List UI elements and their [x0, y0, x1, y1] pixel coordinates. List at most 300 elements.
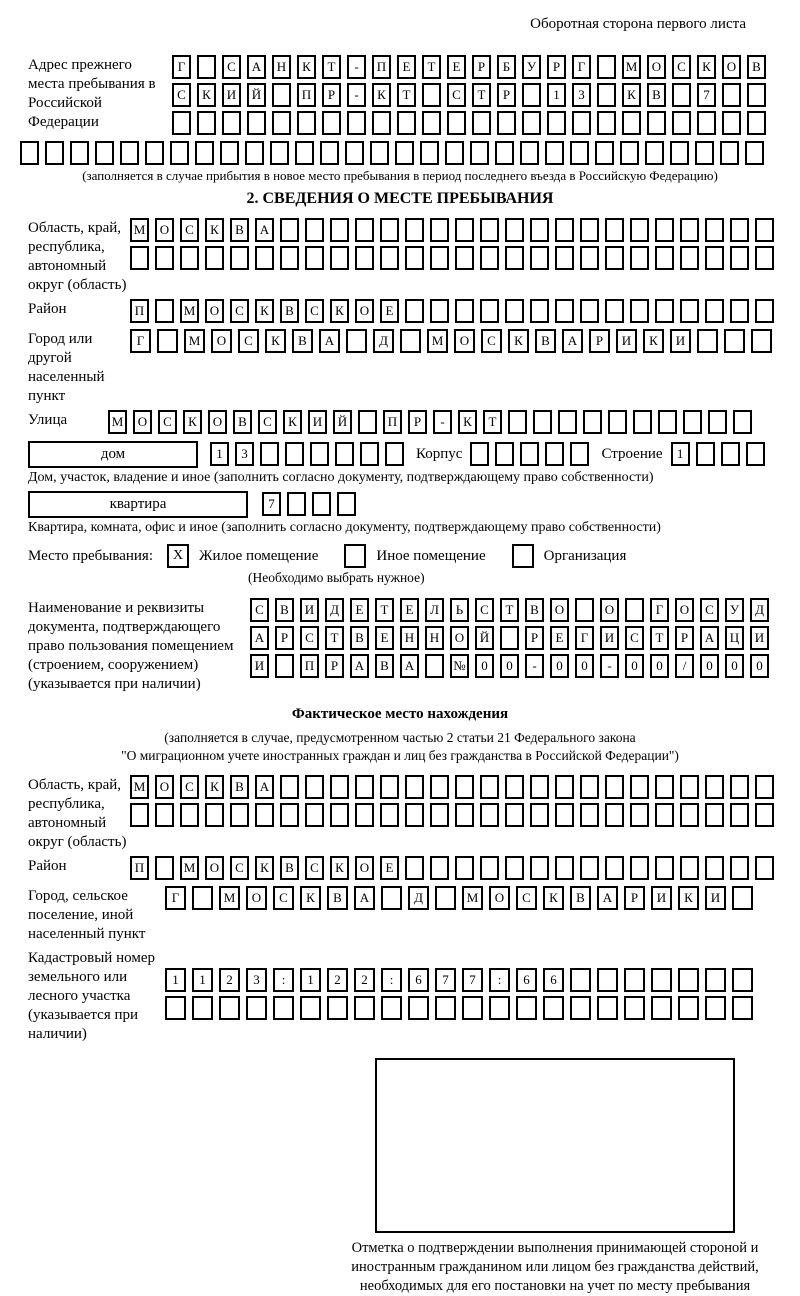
form-cell[interactable]: [730, 803, 749, 827]
form-cell[interactable]: С: [258, 410, 277, 434]
form-cell[interactable]: [555, 803, 574, 827]
form-cell[interactable]: [555, 299, 574, 323]
form-cell[interactable]: Р: [322, 83, 341, 107]
form-cell[interactable]: Г: [572, 55, 591, 79]
form-cell[interactable]: [470, 442, 489, 466]
form-cell[interactable]: [622, 111, 641, 135]
form-cell[interactable]: [310, 442, 329, 466]
form-cell[interactable]: [385, 442, 404, 466]
form-cell[interactable]: 7: [462, 968, 483, 992]
form-cell[interactable]: С: [158, 410, 177, 434]
form-cell[interactable]: -: [347, 55, 366, 79]
form-cell[interactable]: Д: [750, 598, 769, 622]
form-cell[interactable]: [572, 111, 591, 135]
form-cell[interactable]: Р: [624, 886, 645, 910]
form-cell[interactable]: [658, 410, 677, 434]
form-cell[interactable]: [747, 83, 766, 107]
form-cell[interactable]: В: [280, 299, 299, 323]
form-cell[interactable]: [721, 442, 740, 466]
form-cell[interactable]: [70, 141, 89, 165]
form-cell[interactable]: [730, 246, 749, 270]
form-cell[interactable]: [472, 111, 491, 135]
form-cell[interactable]: [155, 246, 174, 270]
form-cell[interactable]: [522, 83, 541, 107]
form-cell[interactable]: [570, 141, 589, 165]
form-cell[interactable]: П: [130, 856, 149, 880]
form-cell[interactable]: [222, 111, 241, 135]
form-cell[interactable]: [272, 83, 291, 107]
form-cell[interactable]: [155, 856, 174, 880]
form-cell[interactable]: [520, 442, 539, 466]
form-cell[interactable]: [45, 141, 64, 165]
form-cell[interactable]: [273, 996, 294, 1020]
form-cell[interactable]: О: [454, 329, 475, 353]
form-cell[interactable]: [380, 803, 399, 827]
form-cell[interactable]: [230, 803, 249, 827]
form-cell[interactable]: С: [230, 299, 249, 323]
form-cell[interactable]: [195, 141, 214, 165]
form-cell[interactable]: [508, 410, 527, 434]
form-cell[interactable]: [430, 803, 449, 827]
form-cell[interactable]: [120, 141, 139, 165]
form-cell[interactable]: [730, 775, 749, 799]
form-cell[interactable]: Т: [397, 83, 416, 107]
form-cell[interactable]: [520, 141, 539, 165]
form-cell[interactable]: 2: [354, 968, 375, 992]
form-cell[interactable]: [280, 803, 299, 827]
form-cell[interactable]: [355, 246, 374, 270]
form-cell[interactable]: 0: [725, 654, 744, 678]
form-cell[interactable]: [730, 856, 749, 880]
form-cell[interactable]: В: [350, 626, 369, 650]
form-cell[interactable]: [360, 442, 379, 466]
form-cell[interactable]: [172, 111, 191, 135]
form-cell[interactable]: Т: [322, 55, 341, 79]
form-cell[interactable]: У: [725, 598, 744, 622]
form-cell[interactable]: [355, 803, 374, 827]
form-cell[interactable]: А: [255, 218, 274, 242]
form-cell[interactable]: М: [184, 329, 205, 353]
form-cell[interactable]: 3: [246, 968, 267, 992]
form-cell[interactable]: [20, 141, 39, 165]
form-cell[interactable]: [130, 246, 149, 270]
form-cell[interactable]: [724, 329, 745, 353]
form-cell[interactable]: [355, 775, 374, 799]
form-cell[interactable]: Р: [325, 654, 344, 678]
form-cell[interactable]: И: [616, 329, 637, 353]
form-cell[interactable]: [530, 218, 549, 242]
form-cell[interactable]: [697, 111, 716, 135]
form-cell[interactable]: К: [458, 410, 477, 434]
form-cell[interactable]: 0: [575, 654, 594, 678]
form-cell[interactable]: [405, 856, 424, 880]
form-cell[interactable]: [680, 246, 699, 270]
form-cell[interactable]: [645, 141, 664, 165]
form-cell[interactable]: К: [205, 218, 224, 242]
form-cell[interactable]: [651, 996, 672, 1020]
form-cell[interactable]: А: [562, 329, 583, 353]
form-cell[interactable]: В: [647, 83, 666, 107]
form-cell[interactable]: В: [230, 775, 249, 799]
form-cell[interactable]: А: [250, 626, 269, 650]
registration-stamp-box[interactable]: [375, 1058, 735, 1233]
form-cell[interactable]: В: [535, 329, 556, 353]
form-cell[interactable]: [455, 299, 474, 323]
form-cell[interactable]: Е: [397, 55, 416, 79]
form-cell[interactable]: К: [255, 299, 274, 323]
form-cell[interactable]: [597, 111, 616, 135]
form-cell[interactable]: В: [525, 598, 544, 622]
form-cell[interactable]: [747, 111, 766, 135]
form-cell[interactable]: Т: [325, 626, 344, 650]
form-cell[interactable]: 1: [300, 968, 321, 992]
form-cell[interactable]: Д: [373, 329, 394, 353]
form-cell[interactable]: [580, 246, 599, 270]
form-cell[interactable]: [455, 218, 474, 242]
form-cell[interactable]: [355, 218, 374, 242]
form-cell[interactable]: [397, 111, 416, 135]
form-cell[interactable]: [732, 968, 753, 992]
form-cell[interactable]: [435, 886, 456, 910]
form-cell[interactable]: [732, 886, 753, 910]
form-cell[interactable]: [608, 410, 627, 434]
form-cell[interactable]: М: [180, 299, 199, 323]
form-cell[interactable]: [630, 803, 649, 827]
form-cell[interactable]: Ц: [725, 626, 744, 650]
form-cell[interactable]: [655, 775, 674, 799]
form-cell[interactable]: Т: [472, 83, 491, 107]
form-cell[interactable]: 6: [408, 968, 429, 992]
form-cell[interactable]: Ь: [450, 598, 469, 622]
form-cell[interactable]: О: [246, 886, 267, 910]
form-cell[interactable]: [705, 218, 724, 242]
form-cell[interactable]: В: [375, 654, 394, 678]
form-cell[interactable]: [270, 141, 289, 165]
form-cell[interactable]: С: [238, 329, 259, 353]
form-cell[interactable]: Е: [380, 299, 399, 323]
form-cell[interactable]: О: [205, 299, 224, 323]
form-cell[interactable]: [347, 111, 366, 135]
form-cell[interactable]: [435, 996, 456, 1020]
form-cell[interactable]: Е: [350, 598, 369, 622]
form-cell[interactable]: Р: [497, 83, 516, 107]
form-cell[interactable]: А: [597, 886, 618, 910]
form-cell[interactable]: [730, 299, 749, 323]
form-cell[interactable]: -: [347, 83, 366, 107]
form-cell[interactable]: С: [305, 299, 324, 323]
form-cell[interactable]: М: [180, 856, 199, 880]
form-cell[interactable]: [422, 111, 441, 135]
form-cell[interactable]: С: [222, 55, 241, 79]
form-cell[interactable]: [480, 856, 499, 880]
form-cell[interactable]: [287, 492, 306, 516]
form-cell[interactable]: [680, 803, 699, 827]
form-cell[interactable]: 6: [516, 968, 537, 992]
form-cell[interactable]: 1: [192, 968, 213, 992]
form-cell[interactable]: [530, 299, 549, 323]
form-cell[interactable]: [630, 856, 649, 880]
form-cell[interactable]: [516, 996, 537, 1020]
form-cell[interactable]: Й: [247, 83, 266, 107]
form-cell[interactable]: [380, 218, 399, 242]
form-cell[interactable]: [580, 856, 599, 880]
form-cell[interactable]: [495, 141, 514, 165]
form-cell[interactable]: А: [400, 654, 419, 678]
form-cell[interactable]: [470, 141, 489, 165]
form-cell[interactable]: [405, 299, 424, 323]
form-cell[interactable]: [530, 856, 549, 880]
form-cell[interactable]: :: [489, 968, 510, 992]
form-cell[interactable]: Н: [272, 55, 291, 79]
form-cell[interactable]: С: [230, 856, 249, 880]
form-cell[interactable]: [220, 141, 239, 165]
form-cell[interactable]: [280, 775, 299, 799]
form-cell[interactable]: [720, 141, 739, 165]
form-cell[interactable]: [430, 246, 449, 270]
form-cell[interactable]: [405, 246, 424, 270]
form-cell[interactable]: 1: [547, 83, 566, 107]
form-cell[interactable]: К: [643, 329, 664, 353]
form-cell[interactable]: О: [355, 856, 374, 880]
form-cell[interactable]: [680, 218, 699, 242]
form-cell[interactable]: [445, 141, 464, 165]
form-cell[interactable]: В: [570, 886, 591, 910]
form-cell[interactable]: Т: [422, 55, 441, 79]
form-cell[interactable]: С: [625, 626, 644, 650]
form-cell[interactable]: В: [327, 886, 348, 910]
form-cell[interactable]: Р: [408, 410, 427, 434]
form-cell[interactable]: [95, 141, 114, 165]
form-cell[interactable]: Р: [275, 626, 294, 650]
form-cell[interactable]: [755, 246, 774, 270]
form-cell[interactable]: Е: [550, 626, 569, 650]
form-cell[interactable]: [683, 410, 702, 434]
form-cell[interactable]: [655, 803, 674, 827]
form-cell[interactable]: Е: [400, 598, 419, 622]
form-cell[interactable]: П: [130, 299, 149, 323]
form-cell[interactable]: [425, 654, 444, 678]
form-cell[interactable]: [272, 111, 291, 135]
form-cell[interactable]: В: [275, 598, 294, 622]
form-cell[interactable]: С: [250, 598, 269, 622]
form-cell[interactable]: [320, 141, 339, 165]
form-cell[interactable]: [337, 492, 356, 516]
form-cell[interactable]: [695, 141, 714, 165]
form-cell[interactable]: [575, 598, 594, 622]
form-cell[interactable]: [580, 803, 599, 827]
form-cell[interactable]: 2: [327, 968, 348, 992]
form-cell[interactable]: [422, 83, 441, 107]
form-cell[interactable]: [670, 141, 689, 165]
form-cell[interactable]: [630, 218, 649, 242]
form-cell[interactable]: [555, 246, 574, 270]
form-cell[interactable]: [497, 111, 516, 135]
form-cell[interactable]: М: [462, 886, 483, 910]
form-cell[interactable]: [330, 218, 349, 242]
form-cell[interactable]: [672, 83, 691, 107]
form-cell[interactable]: [197, 111, 216, 135]
form-cell[interactable]: [672, 111, 691, 135]
form-cell[interactable]: 3: [572, 83, 591, 107]
form-cell[interactable]: Н: [425, 626, 444, 650]
stay-type-checkbox-other[interactable]: [344, 544, 366, 568]
form-cell[interactable]: [330, 775, 349, 799]
form-cell[interactable]: К: [205, 775, 224, 799]
form-cell[interactable]: С: [300, 626, 319, 650]
form-cell[interactable]: К: [330, 299, 349, 323]
form-cell[interactable]: [280, 218, 299, 242]
form-cell[interactable]: 0: [750, 654, 769, 678]
form-cell[interactable]: К: [265, 329, 286, 353]
form-cell[interactable]: 0: [650, 654, 669, 678]
form-cell[interactable]: П: [383, 410, 402, 434]
form-cell[interactable]: М: [622, 55, 641, 79]
form-cell[interactable]: [708, 410, 727, 434]
form-cell[interactable]: [655, 856, 674, 880]
form-cell[interactable]: [430, 856, 449, 880]
form-cell[interactable]: [755, 299, 774, 323]
form-cell[interactable]: О: [550, 598, 569, 622]
form-cell[interactable]: Г: [172, 55, 191, 79]
form-cell[interactable]: 7: [697, 83, 716, 107]
form-cell[interactable]: Д: [325, 598, 344, 622]
form-cell[interactable]: Р: [547, 55, 566, 79]
form-cell[interactable]: Г: [165, 886, 186, 910]
form-cell[interactable]: И: [250, 654, 269, 678]
form-cell[interactable]: [605, 246, 624, 270]
form-cell[interactable]: А: [354, 886, 375, 910]
form-cell[interactable]: [597, 55, 616, 79]
form-cell[interactable]: [305, 246, 324, 270]
form-cell[interactable]: О: [450, 626, 469, 650]
form-cell[interactable]: [755, 775, 774, 799]
form-cell[interactable]: -: [600, 654, 619, 678]
form-cell[interactable]: И: [705, 886, 726, 910]
form-cell[interactable]: [505, 246, 524, 270]
form-cell[interactable]: 2: [219, 968, 240, 992]
form-cell[interactable]: [246, 996, 267, 1020]
form-cell[interactable]: [489, 996, 510, 1020]
form-cell[interactable]: К: [197, 83, 216, 107]
form-cell[interactable]: 6: [543, 968, 564, 992]
form-cell[interactable]: С: [172, 83, 191, 107]
form-cell[interactable]: 0: [625, 654, 644, 678]
form-cell[interactable]: [505, 775, 524, 799]
form-cell[interactable]: -: [433, 410, 452, 434]
form-cell[interactable]: [345, 141, 364, 165]
form-cell[interactable]: Е: [447, 55, 466, 79]
form-cell[interactable]: [157, 329, 178, 353]
form-cell[interactable]: Е: [380, 856, 399, 880]
form-cell[interactable]: [624, 968, 645, 992]
form-cell[interactable]: [555, 856, 574, 880]
form-cell[interactable]: У: [522, 55, 541, 79]
form-cell[interactable]: [255, 803, 274, 827]
form-cell[interactable]: [145, 141, 164, 165]
form-cell[interactable]: С: [273, 886, 294, 910]
form-cell[interactable]: Е: [375, 626, 394, 650]
form-cell[interactable]: С: [180, 218, 199, 242]
form-cell[interactable]: [505, 856, 524, 880]
form-cell[interactable]: [280, 246, 299, 270]
form-cell[interactable]: [300, 996, 321, 1020]
form-cell[interactable]: [405, 803, 424, 827]
form-cell[interactable]: В: [230, 218, 249, 242]
form-cell[interactable]: [405, 218, 424, 242]
form-cell[interactable]: Б: [497, 55, 516, 79]
form-cell[interactable]: Р: [675, 626, 694, 650]
form-cell[interactable]: 0: [475, 654, 494, 678]
form-cell[interactable]: Т: [650, 626, 669, 650]
form-cell[interactable]: [705, 775, 724, 799]
form-cell[interactable]: Л: [425, 598, 444, 622]
form-cell[interactable]: [354, 996, 375, 1020]
form-cell[interactable]: [155, 803, 174, 827]
form-cell[interactable]: :: [273, 968, 294, 992]
form-cell[interactable]: С: [700, 598, 719, 622]
form-cell[interactable]: Т: [375, 598, 394, 622]
form-cell[interactable]: [305, 803, 324, 827]
form-cell[interactable]: [705, 996, 726, 1020]
form-cell[interactable]: К: [697, 55, 716, 79]
form-cell[interactable]: [597, 83, 616, 107]
form-cell[interactable]: [455, 856, 474, 880]
form-cell[interactable]: [755, 218, 774, 242]
form-cell[interactable]: О: [211, 329, 232, 353]
form-cell[interactable]: [505, 803, 524, 827]
form-cell[interactable]: [327, 996, 348, 1020]
form-cell[interactable]: [405, 775, 424, 799]
form-cell[interactable]: [192, 996, 213, 1020]
stay-type-checkbox-residential[interactable]: X: [167, 544, 189, 568]
form-cell[interactable]: [522, 111, 541, 135]
form-cell[interactable]: [697, 329, 718, 353]
form-cell[interactable]: О: [133, 410, 152, 434]
form-cell[interactable]: [245, 141, 264, 165]
form-cell[interactable]: И: [651, 886, 672, 910]
form-cell[interactable]: А: [255, 775, 274, 799]
form-cell[interactable]: [505, 299, 524, 323]
form-cell[interactable]: [605, 218, 624, 242]
form-cell[interactable]: [722, 111, 741, 135]
form-cell[interactable]: Н: [400, 626, 419, 650]
form-cell[interactable]: [705, 803, 724, 827]
form-cell[interactable]: [597, 968, 618, 992]
form-cell[interactable]: М: [427, 329, 448, 353]
form-cell[interactable]: [533, 410, 552, 434]
form-cell[interactable]: А: [247, 55, 266, 79]
form-cell[interactable]: [705, 299, 724, 323]
form-cell[interactable]: [680, 856, 699, 880]
form-cell[interactable]: [335, 442, 354, 466]
form-cell[interactable]: [680, 775, 699, 799]
form-cell[interactable]: [505, 218, 524, 242]
form-cell[interactable]: [430, 299, 449, 323]
form-cell[interactable]: М: [108, 410, 127, 434]
form-cell[interactable]: [545, 141, 564, 165]
form-cell[interactable]: [705, 856, 724, 880]
form-cell[interactable]: 7: [262, 492, 281, 516]
form-cell[interactable]: [678, 968, 699, 992]
form-cell[interactable]: 0: [700, 654, 719, 678]
form-cell[interactable]: П: [297, 83, 316, 107]
form-cell[interactable]: И: [670, 329, 691, 353]
form-cell[interactable]: Т: [500, 598, 519, 622]
form-cell[interactable]: [400, 329, 421, 353]
form-cell[interactable]: [655, 218, 674, 242]
form-cell[interactable]: [543, 996, 564, 1020]
form-cell[interactable]: [455, 803, 474, 827]
